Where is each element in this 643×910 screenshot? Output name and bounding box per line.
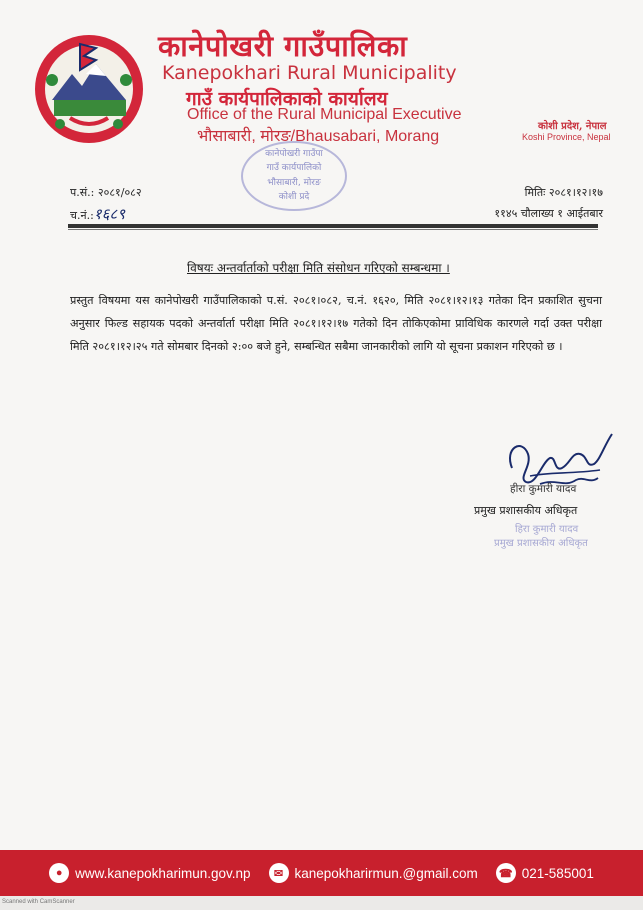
letter-date-detail: ११४५ चौलाख्य १ आईतबार bbox=[494, 207, 603, 220]
footer-website[interactable] bbox=[49, 863, 250, 883]
header-divider bbox=[68, 224, 598, 228]
signatory-name: हीरा कुमारी यादव bbox=[510, 483, 577, 495]
office-name-nepali: गाउँ कार्यपालिकाको कार्यालय bbox=[186, 88, 388, 110]
dispatch-number bbox=[70, 204, 125, 224]
municipality-name-english: Kanepokhari Rural Municipality bbox=[162, 62, 457, 84]
municipality-name-nepali: कानेपोखरी गाउँपालिका bbox=[158, 29, 408, 63]
province-nepali: कोशी प्रदेश, नेपाल bbox=[538, 121, 607, 132]
letter-subject: विषयः अन्तर्वार्ताको परीक्षा मिति संसोधन गरिएको सम्बन्धमा । bbox=[187, 261, 450, 275]
footer-contacts bbox=[0, 850, 643, 896]
stamp-line-4: कोशी प्रदे bbox=[278, 192, 310, 202]
signature-stamp-title: प्रमुख प्रशासकीय अधिकृत bbox=[494, 538, 588, 549]
dispatch-number-value: १६८९ bbox=[93, 205, 125, 223]
stamp-line-2: गाउँ कार्यपालिको bbox=[266, 163, 322, 173]
phone-text: 021-585001 bbox=[521, 865, 594, 881]
phone-icon: ☎ bbox=[496, 863, 516, 883]
municipality-logo-emblem bbox=[30, 30, 148, 148]
office-stamp bbox=[238, 138, 350, 214]
footer-phone[interactable] bbox=[496, 863, 594, 883]
letter-reference-number: प.सं.: २०८१/०८२ bbox=[70, 186, 142, 199]
scanner-watermark: Scanned with CamScanner bbox=[2, 899, 75, 905]
office-name-english: Office of the Rural Municipal Executive bbox=[187, 106, 462, 123]
letter-date: मितिः २०८१।१२।१७ bbox=[524, 186, 603, 199]
header-divider-thin bbox=[68, 229, 598, 230]
letter-body: प्रस्तुत विषयमा यस कानेपोखरी गाउँपालिकाको प.सं. २०८१।०८२, च.नं. १६२०, मिति २०८१।१२।१३ गतेका दिन प्रकाशित सुचना अनुसार फिल्ड सहायक पदको अन्तर्वार्ता परीक्षा मिति २०८१।१२।१७ गतेको दिन तोकिएकोमा प्राविधिक कारणले गर्दा उक्त परीक्षा मिति २०८१।१२।२५ गते सोमबार दिनको २:०० बजे हुने, सम्बन्धित सबैमा जानकारीको लागि यो सूचना प्रकाशन गरिएको छ । bbox=[70, 294, 602, 353]
email-text: kanepokharirmun.@gmail.com bbox=[294, 865, 478, 881]
stamp-line-1: कानेपोखरी गाउँपा bbox=[265, 149, 323, 159]
mail-icon: ✉ bbox=[269, 863, 289, 883]
dispatch-number-label: च.नं.: bbox=[70, 209, 94, 222]
stamp-line-3: भौसाबारी, मोरङ bbox=[267, 178, 321, 188]
website-text: www.kanepokharimun.gov.np bbox=[75, 865, 251, 881]
signature-stamp-name: हिरा कुमारी यादव bbox=[515, 524, 579, 535]
globe-icon: ● bbox=[49, 863, 69, 883]
signatory-title: प्रमुख प्रशासकीय अधिकृत bbox=[474, 504, 578, 517]
scan-bottom-strip bbox=[0, 896, 643, 910]
office-address: भौसाबारी, मोरङ/Bhausabari, Morang bbox=[197, 128, 440, 145]
province-english: Koshi Province, Nepal bbox=[522, 132, 611, 142]
footer-email[interactable] bbox=[269, 863, 478, 883]
